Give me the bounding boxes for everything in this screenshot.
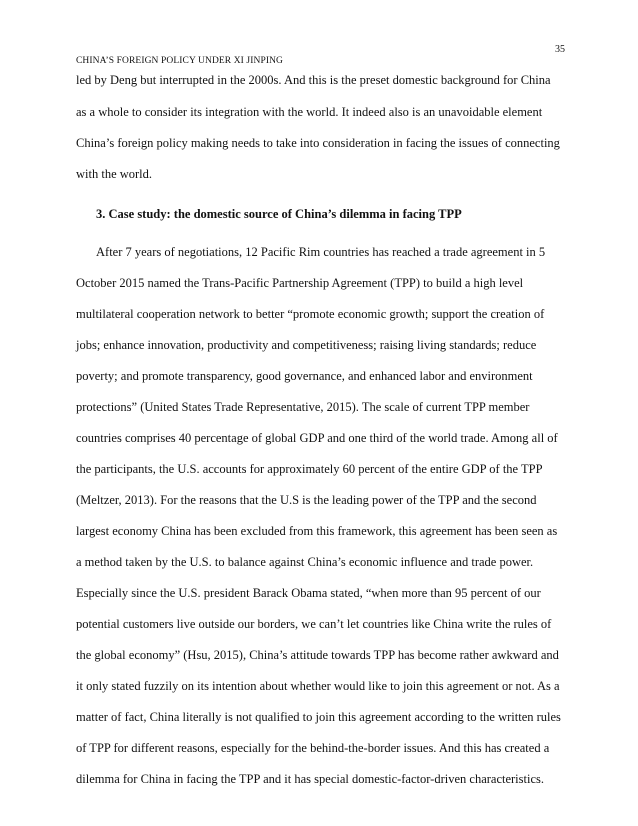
- text-line: the global economy” (Hsu, 2015), China’s attitude towards TPP has become rather awkward and: [76, 648, 559, 662]
- text-line: Especially since the U.S. president Barack Obama stated, “when more than 95 percent of our: [76, 586, 541, 600]
- section-heading: 3. Case study: the domestic source of China’s dilemma in facing TPP: [96, 207, 462, 221]
- text-line: potential customers live outside our borders, we can’t let countries like China write the rules of: [76, 617, 552, 631]
- text-line: a method taken by the U.S. to balance against China’s economic influence and trade power.: [76, 555, 534, 569]
- text-line: poverty; and promote transparency, good governance, and enhanced labor and environment: [76, 369, 533, 383]
- page-number: 35: [555, 44, 565, 55]
- text-line: led by Deng but interrupted in the 2000s. And this is the preset domestic background for China: [76, 73, 551, 87]
- text-line: as a whole to consider its integration with the world. It indeed also is an unavoidable element: [76, 105, 543, 119]
- text-line: October 2015 named the Trans-Pacific Partnership Agreement (TPP) to build a high level: [76, 276, 524, 290]
- text-line: protections” (United States Trade Representative, 2015). The scale of current TPP member: [76, 400, 530, 414]
- text-line: it only stated fuzzily on its intention about whether would like to join this agreement or not. As a: [76, 679, 560, 693]
- running-head: CHINA’S FOREIGN POLICY UNDER XI JINPING: [76, 56, 284, 66]
- text-line: the participants, the U.S. accounts for approximately 60 percent of the entire GDP of the TPP: [76, 462, 543, 476]
- text-line: multilateral cooperation network to better “promote economic growth; support the creation of: [76, 307, 545, 321]
- text-line: jobs; enhance innovation, productivity and competitiveness; raising living standards; reduce: [76, 338, 537, 352]
- text-line: countries comprises 40 percentage of global GDP and one third of the world trade. Among all of: [76, 431, 558, 445]
- text-line: dilemma for China in facing the TPP and it has special domestic-factor-driven characteristics.: [76, 772, 544, 786]
- text-line: largest economy China has been excluded from this framework, this agreement has been seen as: [76, 524, 558, 538]
- text-line: of TPP for different reasons, especially for the behind-the-border issues. And this has created a: [76, 741, 550, 755]
- text-line: After 7 years of negotiations, 12 Pacific Rim countries has reached a trade agreement in 5: [96, 245, 546, 259]
- text-line: (Meltzer, 2013). For the reasons that the U.S is the leading power of the TPP and the second: [76, 493, 537, 507]
- text-line: China’s foreign policy making needs to take into consideration in facing the issues of connecting: [76, 136, 560, 150]
- text-line: matter of fact, China literally is not qualified to join this agreement according to the written rules: [76, 710, 561, 724]
- text-line: with the world.: [76, 167, 153, 181]
